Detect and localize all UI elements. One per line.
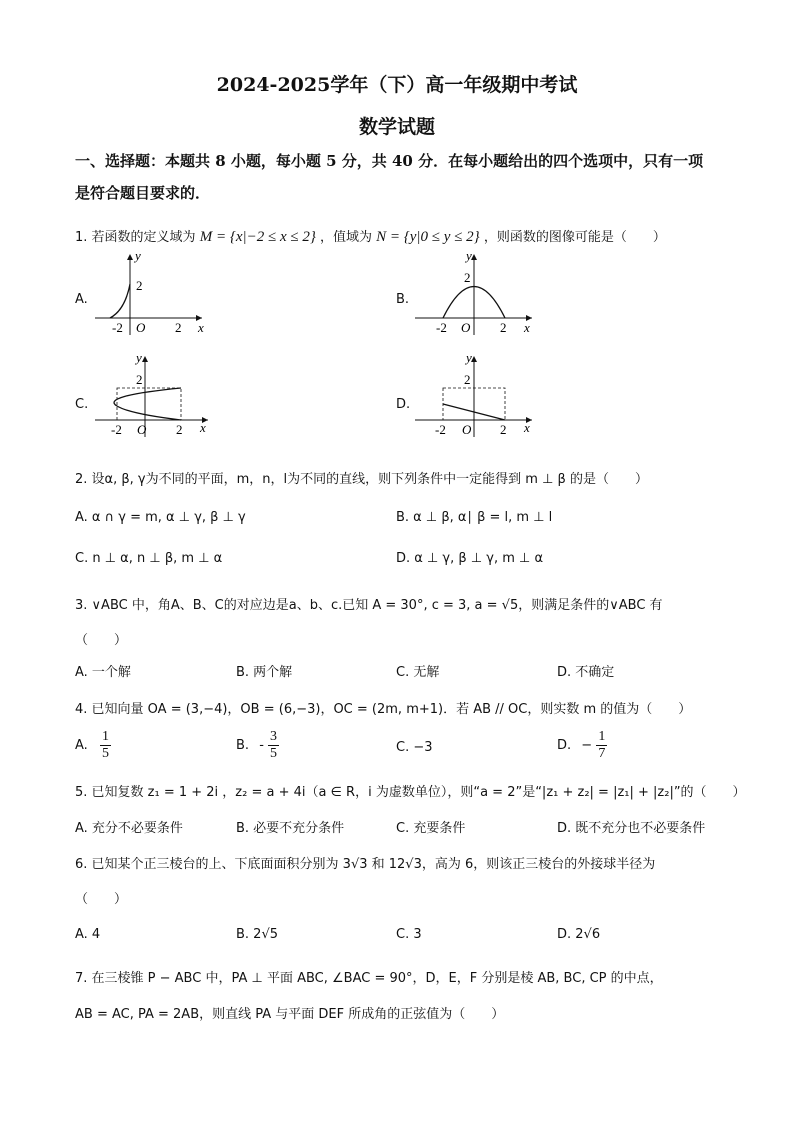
exam-title: 2024-2025学年（下）高一年级期中考试: [216, 74, 578, 96]
q3-option-a: A. 一个解: [75, 665, 131, 680]
q1-text-c: ，则函数的图像可能是（ ）: [483, 230, 666, 245]
q4-option-a-fraction: [100, 729, 111, 762]
q6-option-a: A. 4: [75, 927, 101, 942]
q3-answer-paren: （ ）: [75, 633, 128, 648]
tick-neg2: -2: [436, 320, 447, 335]
q1-text-b: ，值域为: [319, 230, 372, 245]
q4-option-d: [557, 729, 607, 762]
q5-option-d: D. 既不充分也不必要条件: [557, 821, 706, 836]
origin-label: O: [137, 422, 147, 437]
q1-set-n: N = {y|0 ≤ y ≤ 2}: [376, 229, 480, 245]
fraction-denominator: 7: [598, 746, 606, 761]
tick-y2: 2: [136, 372, 143, 387]
q6-option-d: D. 2√6: [557, 927, 601, 942]
q5-option-a: A. 充分不必要条件: [75, 821, 183, 836]
tick-neg2: -2: [111, 422, 122, 437]
tick-2: 2: [175, 320, 182, 335]
fraction-numerator: 1: [598, 729, 606, 744]
origin-label: O: [136, 320, 146, 335]
q2-option-a: A. α ∩ γ = m, α ⊥ γ, β ⊥ γ: [75, 510, 246, 525]
q4-option-a: [75, 729, 111, 762]
x-axis-label: x: [198, 320, 204, 335]
q3-stem: 3. ∨ABC 中，角A、B、C的对应边是a、b、c.已知 A = 30°, c = 3, a = √5，则满足条件的∨ABC 有: [75, 598, 663, 613]
q4-option-b-label: B.: [236, 738, 250, 753]
q1-option-c-label: C.: [75, 397, 89, 412]
y-axis-label: y: [466, 352, 472, 365]
exam-subtitle: 数学试题: [358, 116, 435, 138]
q1-option-d-label: D.: [396, 397, 411, 412]
y-axis-label: y: [136, 352, 142, 365]
q1-stem: [75, 226, 666, 246]
q4-stem: 4. 已知向量 OA = (3,−4)，OB = (6,−3)，OC = (2m, m+1)．若 AB // OC，则实数 m 的值为（ ）: [75, 702, 692, 717]
origin-label: O: [461, 320, 471, 335]
q2-option-c: C. n ⊥ α, n ⊥ β, m ⊥ α: [75, 551, 223, 566]
q4-option-d-fraction: [596, 729, 607, 762]
section-heading-line1: 一、选择题：本题共 8 小题，每小题 5 分，共 40 分．在每小题给出的四个选项中，只有一项: [75, 152, 704, 170]
tick-neg2: -2: [112, 320, 123, 335]
q1-option-a-label: A.: [75, 292, 88, 307]
q4-option-d-sign: −: [581, 738, 593, 753]
x-axis-label: x: [524, 420, 530, 435]
q4-option-b: [236, 729, 279, 762]
q5-option-c: C. 充要条件: [396, 821, 466, 836]
q4-option-a-label: A.: [75, 738, 88, 753]
q1-option-b-label: B.: [396, 292, 410, 307]
q4-option-b-sign: -: [259, 738, 264, 753]
q1-set-m: M = {x|−2 ≤ x ≤ 2}: [199, 229, 316, 245]
q4-option-d-label: D.: [557, 738, 572, 753]
tick-2: 2: [176, 422, 183, 437]
origin-label: O: [462, 422, 472, 437]
q2-option-d: D. α ⊥ γ, β ⊥ γ, m ⊥ α: [396, 551, 544, 566]
q3-option-c: C. 无解: [396, 665, 440, 680]
fraction-numerator: 3: [270, 729, 278, 744]
tick-y2: 2: [464, 372, 471, 387]
q1-number: 1.: [75, 230, 88, 245]
q6-answer-paren: （ ）: [75, 892, 128, 907]
fraction-denominator: 5: [101, 746, 109, 761]
tick-y2: 2: [464, 270, 471, 285]
q5-option-b: B. 必要不充分条件: [236, 821, 345, 836]
q1-graph-d: [410, 352, 540, 442]
q6-option-b: B. 2√5: [236, 927, 279, 942]
tick-neg2: -2: [435, 422, 446, 437]
q2-stem: 2. 设α, β, γ为不同的平面，m，n，l为不同的直线，则下列条件中一定能得到 m ⊥ β 的是（ ）: [75, 472, 648, 487]
tick-2: 2: [500, 422, 507, 437]
q1-graph-a: [90, 250, 210, 340]
tick-y2: 2: [136, 278, 143, 293]
x-axis-label: x: [200, 420, 206, 435]
q2-option-b: B. α ⊥ β, α∣ β = l, m ⊥ l: [396, 510, 553, 525]
section-heading-line2: 是符合题目要求的．: [75, 184, 211, 202]
q7-stem-line2: AB = AC, PA = 2AB，则直线 PA 与平面 DEF 所成角的正弦值为（ ）: [75, 1007, 505, 1022]
q1-graph-b: [410, 250, 540, 340]
fraction-denominator: 5: [270, 746, 278, 761]
q3-option-d: D. 不确定: [557, 665, 615, 680]
q3-option-b: B. 两个解: [236, 665, 293, 680]
q6-stem: 6. 已知某个正三棱台的上、下底面面积分别为 3√3 和 12√3，高为 6，则该正三棱台的外接球半径为: [75, 857, 656, 872]
q1-graph-c: [90, 352, 220, 442]
q1-text-a: 若函数的定义域为: [91, 230, 196, 245]
y-axis-label: y: [135, 250, 141, 263]
q5-stem: 5. 已知复数 z₁ = 1 + 2i ，z₂ = a + 4i（a ∈ R，i 为虚数单位），则“a = 2”是“|z₁ + z₂| = |z₁| + |z₂|”的（ ）: [75, 785, 746, 800]
fraction-numerator: 1: [101, 729, 109, 744]
x-axis-label: x: [524, 320, 530, 335]
y-axis-label: y: [466, 250, 472, 263]
tick-2: 2: [500, 320, 507, 335]
q6-option-c: C. 3: [396, 927, 422, 942]
q4-option-b-fraction: [268, 729, 279, 762]
q4-option-c: C. −3: [396, 740, 433, 755]
q7-stem-line1: 7. 在三棱锥 P − ABC 中，PA ⊥ 平面 ABC, ∠BAC = 90°，D，E，F 分别是棱 AB, BC, CP 的中点，: [75, 971, 663, 986]
